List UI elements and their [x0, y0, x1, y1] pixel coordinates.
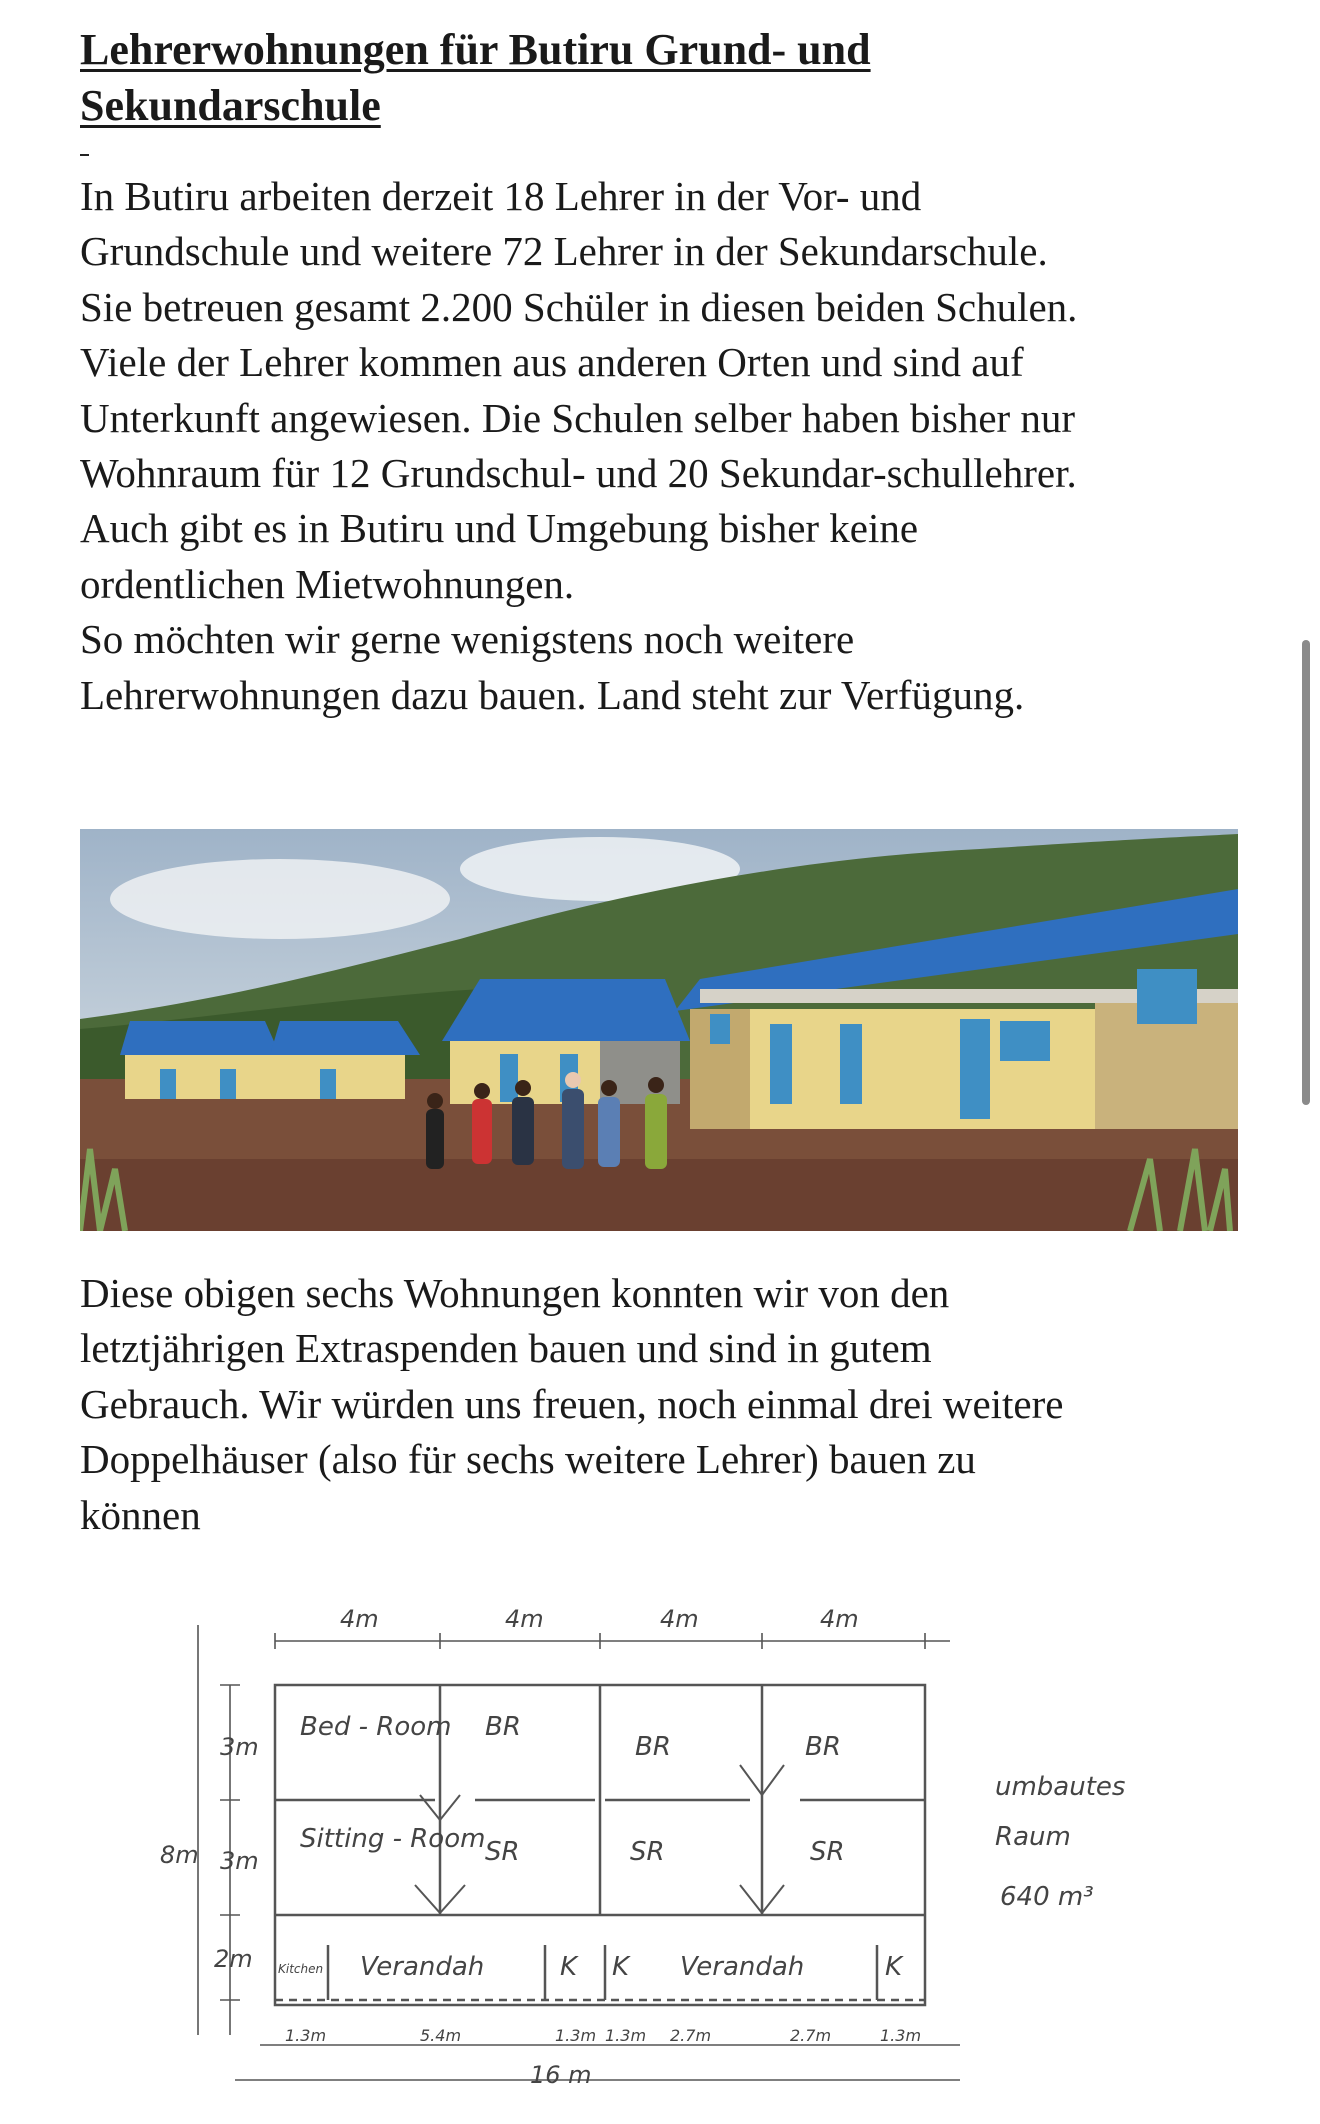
heading-line-2: Sekundarschule: [80, 81, 381, 130]
teacher-housing-photo: [80, 829, 1238, 1231]
room-bedroom: Bed - Room: [300, 1712, 452, 1742]
room-veranda-2: Verandah: [680, 1952, 805, 1982]
house-far-left: [120, 1021, 420, 1099]
dim-bottom-6: 2.7m: [790, 2026, 832, 2045]
note-line-3: 640 m³: [1000, 1882, 1094, 1912]
dim-bottom-1: 1.3m: [285, 2026, 327, 2045]
room-sr-2: SR: [630, 1837, 665, 1867]
paragraph-line: So möchten wir gerne wenigstens noch weitere: [80, 616, 855, 663]
heading-line-1: Lehrerwohnungen für Butiru Grund- und: [80, 25, 871, 74]
room-sr-1: SR: [485, 1837, 520, 1867]
dim-top-1: 4m: [340, 1605, 379, 1633]
room-k-2: K: [612, 1952, 630, 1982]
room-kitchen: Kitchen: [278, 1962, 324, 1976]
floor-plan-sketch: [150, 1605, 1150, 2105]
paragraph-line: Doppelhäuser (also für sechs weitere Lehrer) bauen zu: [80, 1436, 976, 1483]
dim-bottom-2: 5.4m: [420, 2026, 462, 2045]
paragraph-line: ordentlichen Mietwohnungen.: [80, 560, 575, 607]
cloud: [110, 859, 450, 939]
paragraph-line: Diese obigen sechs Wohnungen konnten wir von den: [80, 1270, 950, 1316]
paragraph-line: Gebrauch. Wir würden uns freuen, noch einmal drei weitere: [80, 1380, 1064, 1427]
dim-total-height: 8m: [160, 1841, 199, 1869]
paragraph-line: Viele der Lehrer kommen aus anderen Orten und sind auf: [80, 339, 1024, 386]
paragraph-line: Auch gibt es in Butiru und Umgebung bisher keine: [80, 505, 919, 552]
page-heading: [80, 22, 1220, 134]
dim-top-3: 4m: [660, 1605, 699, 1633]
room-veranda-1: Verandah: [360, 1952, 485, 1982]
follow-up-paragraph: [80, 1266, 1250, 1543]
dim-bottom-7: 1.3m: [880, 2026, 922, 2045]
room-br-1: BR: [485, 1712, 521, 1742]
room-k-1: K: [560, 1952, 578, 1982]
room-br-3: BR: [805, 1732, 841, 1762]
room-sr-3: SR: [810, 1837, 845, 1867]
dim-bottom-5: 2.7m: [670, 2026, 712, 2045]
scrollbar-thumb[interactable]: [1302, 640, 1310, 1105]
room-k-3: K: [885, 1952, 903, 1982]
dim-left-3: 2m: [214, 1945, 253, 1973]
intro-paragraph: [80, 169, 1250, 723]
dim-top-4: 4m: [820, 1605, 859, 1633]
dim-bottom-3: 1.3m: [555, 2026, 597, 2045]
dim-top-2: 4m: [505, 1605, 544, 1633]
paragraph-line: Sie betreuen gesamt 2.200 Schüler in diesen beiden Schulen.: [80, 283, 1078, 330]
paragraph-line: Unterkunft angewiesen. Die Schulen selber haben bisher nur: [80, 394, 1076, 441]
note-line-1: umbautes: [995, 1772, 1126, 1802]
dim-bottom-4: 1.3m: [605, 2026, 647, 2045]
photo-illustration: [80, 829, 1238, 1231]
floor-plan-drawing: [150, 1605, 1150, 2105]
paragraph-line: In Butiru arbeiten derzeit 18 Lehrer in der Vor- und: [80, 173, 922, 219]
paragraph-line: Grundschule und weitere 72 Lehrer in der Sekundarschule.: [80, 228, 1048, 275]
paragraph-line: können: [80, 1491, 201, 1538]
dim-total-width: 16 m: [530, 2061, 592, 2089]
note-line-2: Raum: [995, 1822, 1071, 1852]
separator-dash: [80, 154, 89, 156]
dim-left-2: 3m: [220, 1847, 259, 1875]
room-br-2: BR: [635, 1732, 671, 1762]
paragraph-line: Lehrerwohnungen dazu bauen. Land steht zur Verfügung.: [80, 671, 1025, 718]
ground-shadow: [80, 1159, 1238, 1231]
room-sitting: Sitting - Room: [300, 1824, 486, 1854]
paragraph-line: Wohnraum für 12 Grundschul- und 20 Sekundar-schullehrer.: [80, 450, 1077, 497]
paragraph-line: letztjährigen Extraspenden bauen und sind in gutem: [80, 1325, 932, 1372]
dim-left-1: 3m: [220, 1733, 259, 1761]
